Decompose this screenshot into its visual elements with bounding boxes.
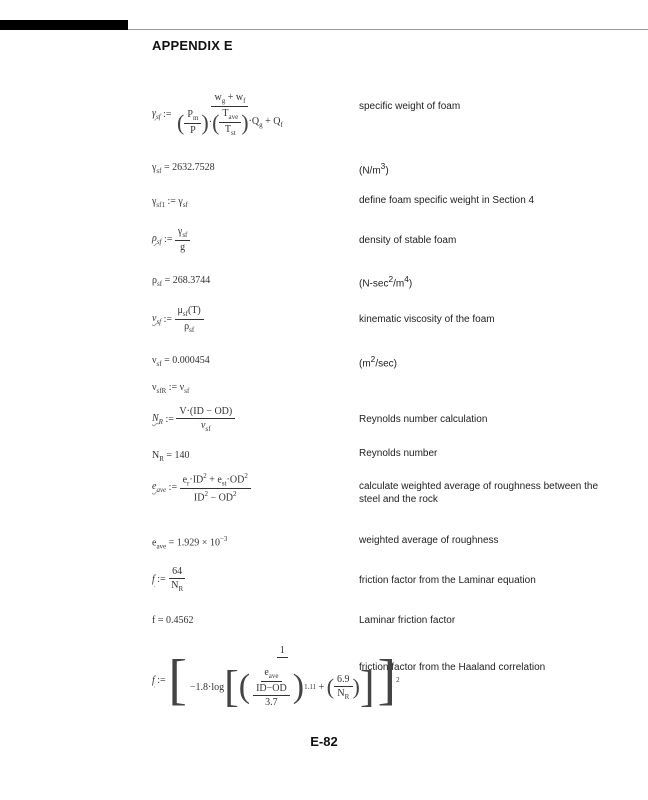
equation-reynolds-value: $N_R = 140$ xyxy=(152,450,190,463)
desc-laminar-value: Laminar friction factor xyxy=(359,615,456,626)
equation-define-foam-weight: $\gamma_{sf1}$ := $\gamma_{sf}$ xyxy=(152,196,188,209)
equation-specific-weight-value: $\gamma_{sf} = 2632.7528$ xyxy=(152,162,215,175)
equation-viscosity-value: $\nu_{sf} = 0.000454$ xyxy=(152,355,210,368)
desc-reynolds-calc: Reynolds number calculation xyxy=(359,414,488,425)
desc-reynolds: Reynolds number xyxy=(359,448,438,459)
page-number: E-82 xyxy=(310,734,338,749)
desc-haaland: friction factor from the Haaland correlation xyxy=(359,662,546,673)
equation-laminar: f := $\frac{64}{N_R}$ xyxy=(152,566,186,593)
page-title: APPENDIX E xyxy=(152,38,233,53)
equation-density-value: $\rho_{sf} = 268.3744$ xyxy=(152,275,211,288)
equation-roughness: $e_{ave}$ := $\frac{e_r\cdot ID^2 + e_{st}\cdot OD^2}{ID^2 - OD^2}$ xyxy=(152,472,251,504)
equation-haaland: f := [ 1 −1.8·log [ ( $\frac{e_{ave}}{\frac{ID-OD}{3.7}}$ ) 1.11 + ( $\frac{6.9}{N_R}$ ) ] ] 2 xyxy=(152,645,400,711)
desc-define-foam-weight: define foam specific weight in Section 4 xyxy=(359,195,535,206)
equation-laminar-value: f = 0.4562 xyxy=(152,615,194,626)
desc-viscosity: kinematic viscosity of the foam xyxy=(359,314,495,325)
desc-density: density of stable foam xyxy=(359,235,457,246)
desc-units-density: $(N-\sec^2/m^4)$ xyxy=(359,274,413,290)
desc-units-viscosity: $(m^2/\sec)$ xyxy=(359,354,397,370)
equation-reynolds: $N_R$ := $\frac{V\cdot(ID - OD)}{\nu_{sf}}$ xyxy=(152,406,235,433)
equation-roughness-value: $e_{ave} = 1.929 \times 10^{-3}$ xyxy=(152,535,228,551)
equation-viscosity: $\nu_{sf}$ := $\frac{\mu_{sf}(T)}{\rho_{sf}}$ xyxy=(152,305,204,334)
header-black-bar xyxy=(0,20,128,30)
desc-roughness: weighted average of roughness xyxy=(359,535,499,546)
header-rule xyxy=(128,29,648,30)
desc-specific-weight: specific weight of foam xyxy=(359,101,461,112)
equation-viscosity-assign: $\nu_{sfR}$ := $\nu_{sf}$ xyxy=(152,382,190,395)
desc-laminar: friction factor from the Laminar equation xyxy=(359,575,536,586)
desc-roughness-calc: calculate weighted average of roughness between the steel and the rock xyxy=(359,481,599,505)
equation-specific-weight: $\gamma_{sf}$ := $w_g + w_f$ ( $\frac{P_m}{P}$ ) · ( $\frac{T_{ave}}{T_{st}}$ ) $\cdot Q_g + Q_f$ xyxy=(152,92,283,137)
desc-units-n-m3: $(N/m^3)$ xyxy=(359,161,389,177)
equation-density: $\rho_{sf}$ := $\frac{\gamma_{sf}}{g}$ xyxy=(152,226,190,253)
